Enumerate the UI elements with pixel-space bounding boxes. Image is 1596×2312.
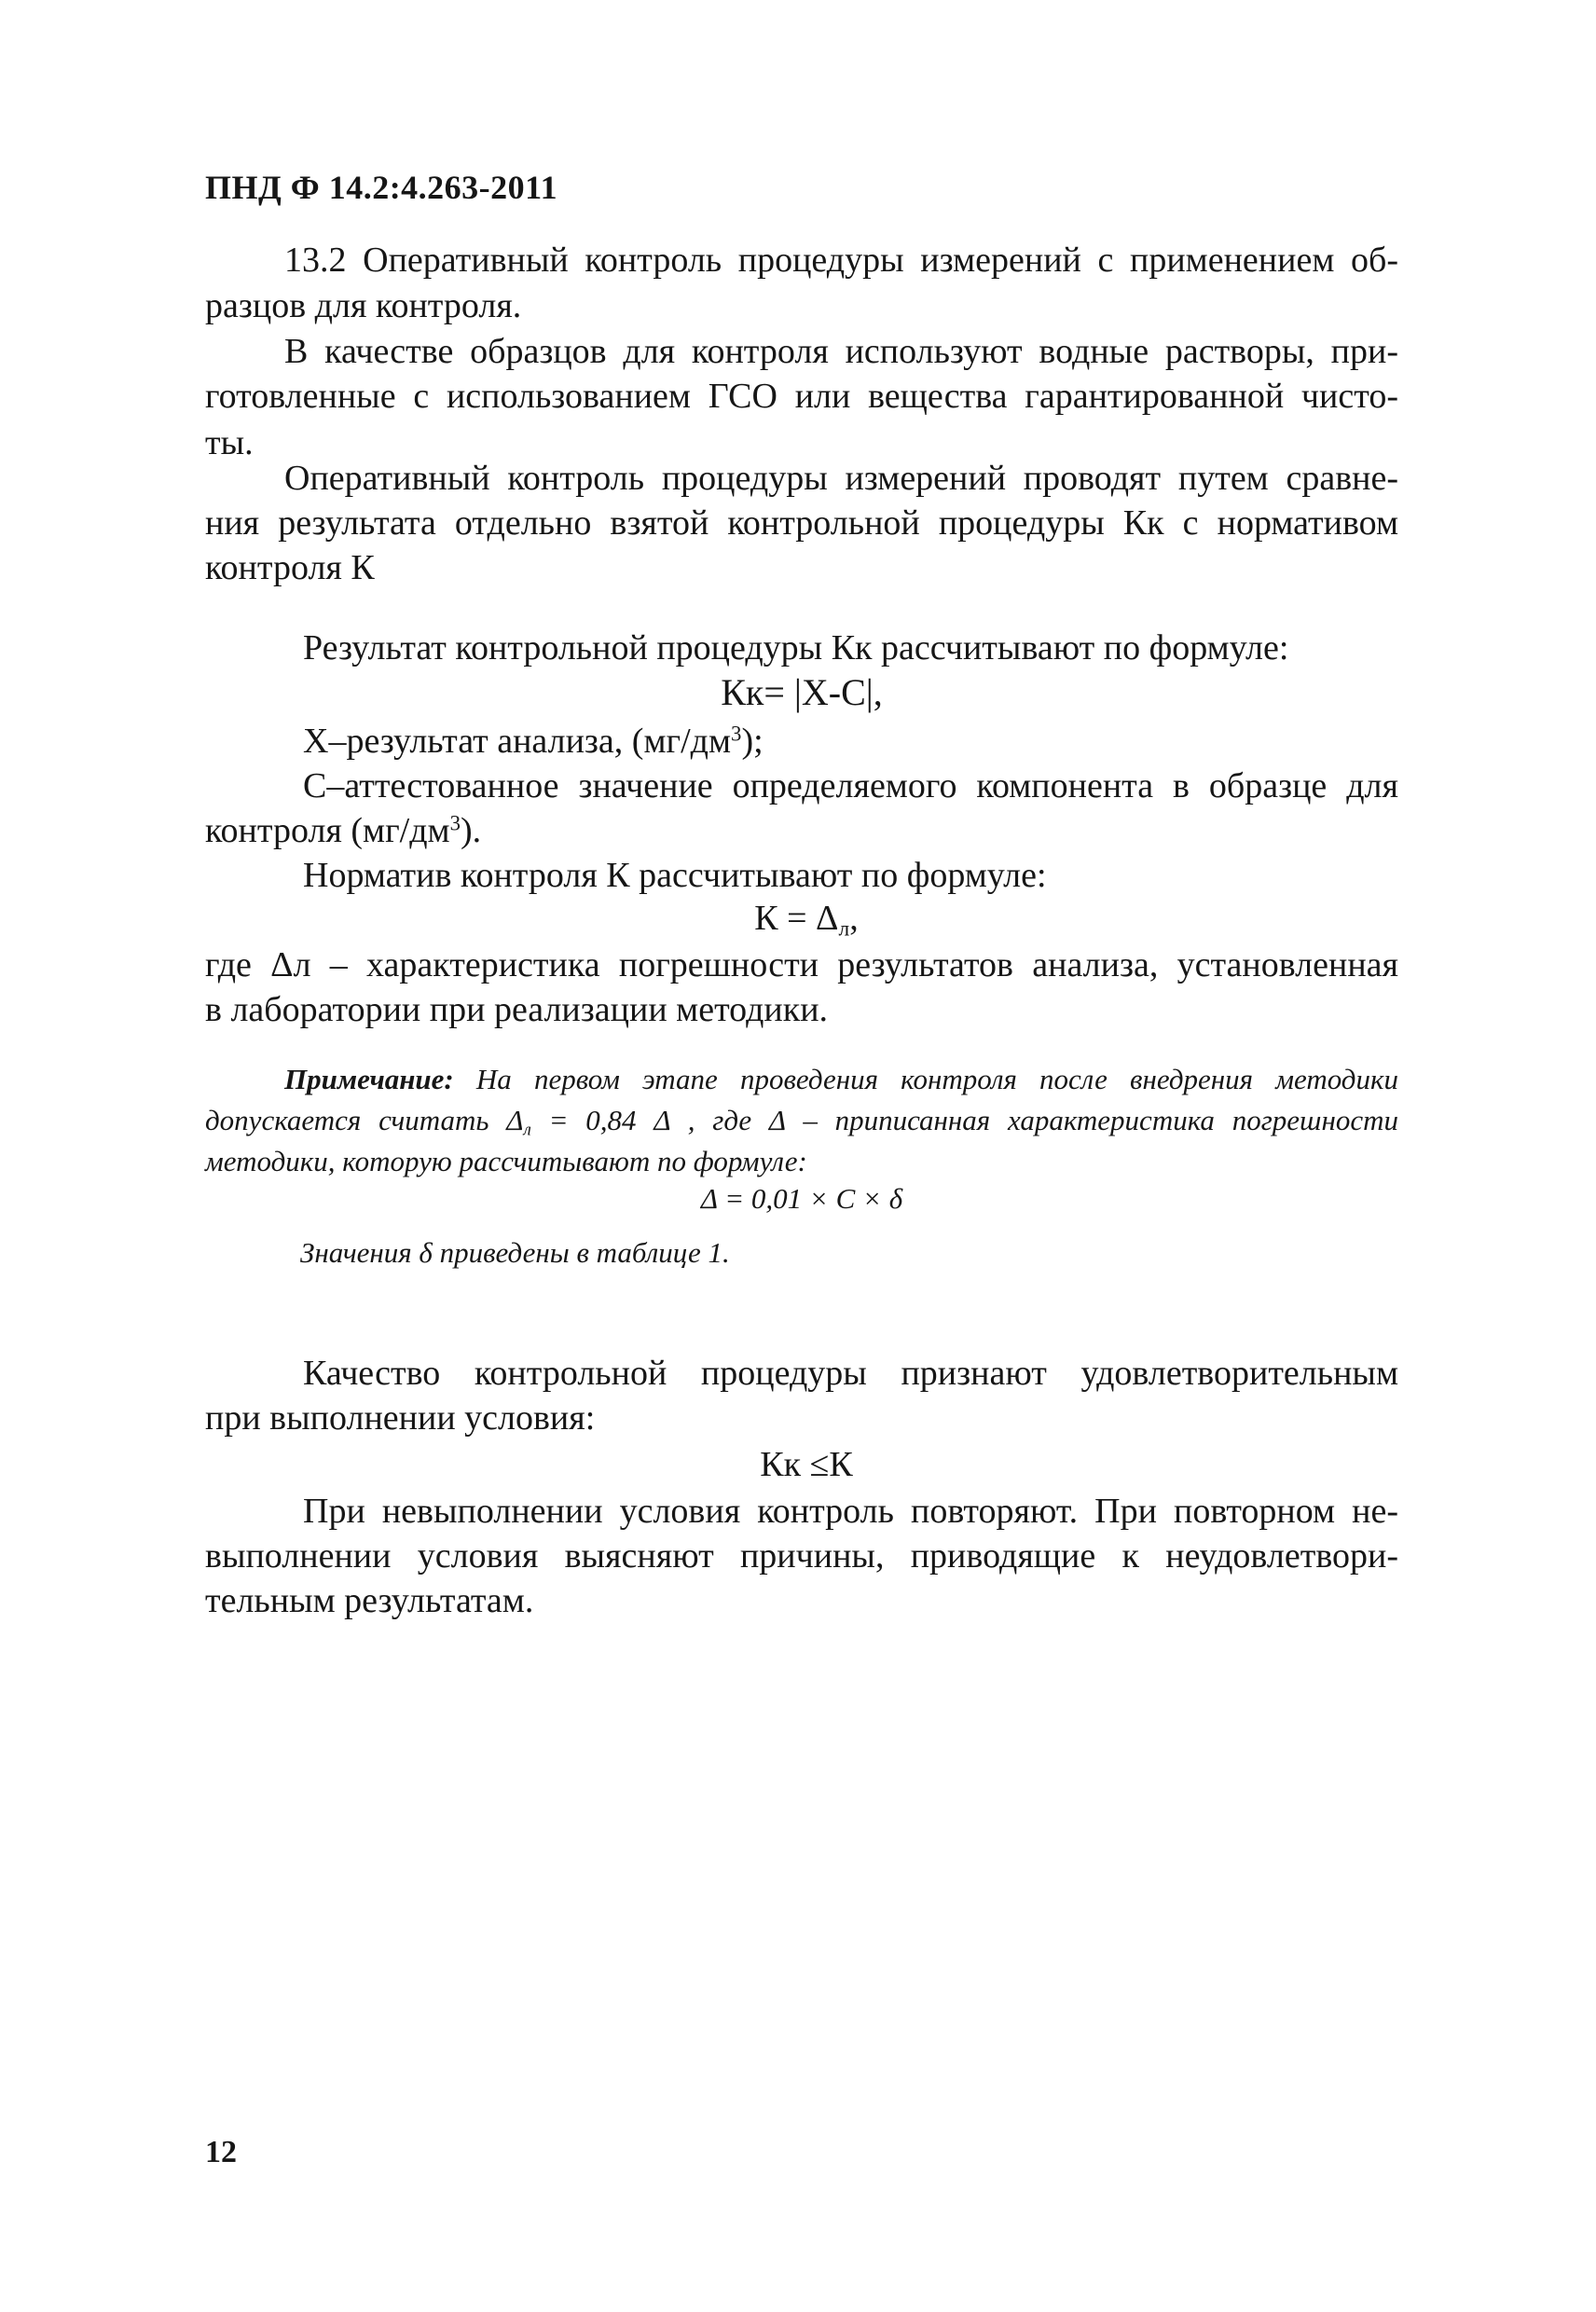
- result-formula-intro: Результат контрольной процедуры Кк рассчитывают по формуле:: [303, 628, 1289, 667]
- note-values-reference: Значения δ приведены в таблице 1.: [300, 1236, 730, 1269]
- note-line-2-text: = 0,84 Δ , где Δ – приписанная характеристика погрешности: [530, 1104, 1398, 1136]
- quality-line-1: Качество контрольной процедуры признают удовлетворительным: [303, 1354, 1398, 1393]
- formula-k: [671, 895, 942, 942]
- definition-x-text: Х–результат анализа, (мг/дм: [303, 722, 732, 761]
- formula-k-subscript: л: [838, 916, 850, 942]
- formula-kk: Кк= |Х-С|,: [721, 671, 883, 713]
- definition-x: [303, 718, 764, 764]
- note-label: Примечание:: [284, 1063, 454, 1095]
- samples-paragraph-line-3: ты.: [205, 423, 254, 462]
- note-line-2-prefix: допускается считать Δ: [205, 1104, 524, 1136]
- definition-x-suffix: );: [741, 722, 764, 761]
- note-formula: Δ = 0,01 × С × δ: [700, 1182, 903, 1215]
- note-line-1-text: На первом этапе проведения контроля после внедрения методики: [475, 1063, 1398, 1095]
- note-line-1: [284, 1059, 1398, 1100]
- definition-x-superscript: 3: [731, 722, 742, 746]
- definition-c-superscript: 3: [449, 811, 461, 835]
- failure-line-2: выполнении условия выясняют причины, приводящие к неудовлетвори-: [205, 1536, 1398, 1576]
- procedure-paragraph-line-1: Оперативный контроль процедуры измерений проводят путем сравне-: [284, 459, 1398, 498]
- delta-definition-line-1: где Δл – характеристика погрешности результатов анализа, установленная: [205, 945, 1398, 984]
- definition-c-line-1: С–аттестованное значение определяемого компонента в образце для: [303, 766, 1398, 805]
- samples-paragraph-line-1: В качестве образцов для контроля используют водные растворы, при-: [284, 332, 1398, 371]
- norm-intro: Норматив контроля К рассчитывают по формуле:: [303, 856, 1047, 895]
- failure-line-1: При невыполнении условия контроль повторяют. При повторном не-: [303, 1492, 1398, 1531]
- section-13-2-line-2: разцов для контроля.: [205, 286, 522, 325]
- procedure-paragraph-line-3: контроля К: [205, 548, 375, 587]
- samples-paragraph-line-2: готовленные с использованием ГСО или вещества гарантированной чисто-: [205, 377, 1398, 416]
- note-line-2-subscript: л: [523, 1120, 531, 1140]
- delta-definition-line-2: в лаборатории при реализации методики.: [205, 990, 829, 1029]
- procedure-paragraph-line-2: ния результата отдельно взятой контрольной процедуры Кк с нормативом: [205, 503, 1398, 543]
- definition-c-suffix: ).: [461, 811, 482, 850]
- page-number: 12: [205, 2135, 237, 2169]
- definition-c-text: контроля (мг/дм: [205, 811, 450, 850]
- document-header: ПНД Ф 14.2:4.263-2011: [205, 169, 558, 206]
- formula-k-tail: ,: [849, 899, 859, 938]
- quality-condition: Кк ≤К: [760, 1445, 853, 1484]
- failure-line-3: тельным результатам.: [205, 1581, 534, 1620]
- note-line-2: [205, 1100, 1398, 1141]
- formula-k-main: К = Δ: [754, 899, 839, 938]
- note-line-3: методики, которую рассчитывают по формуле:: [205, 1145, 807, 1177]
- definition-c-line-2: [205, 807, 481, 854]
- section-13-2-line-1: 13.2 Оперативный контроль процедуры измерений с применением об-: [284, 241, 1398, 280]
- quality-line-2: при выполнении условия:: [205, 1398, 596, 1438]
